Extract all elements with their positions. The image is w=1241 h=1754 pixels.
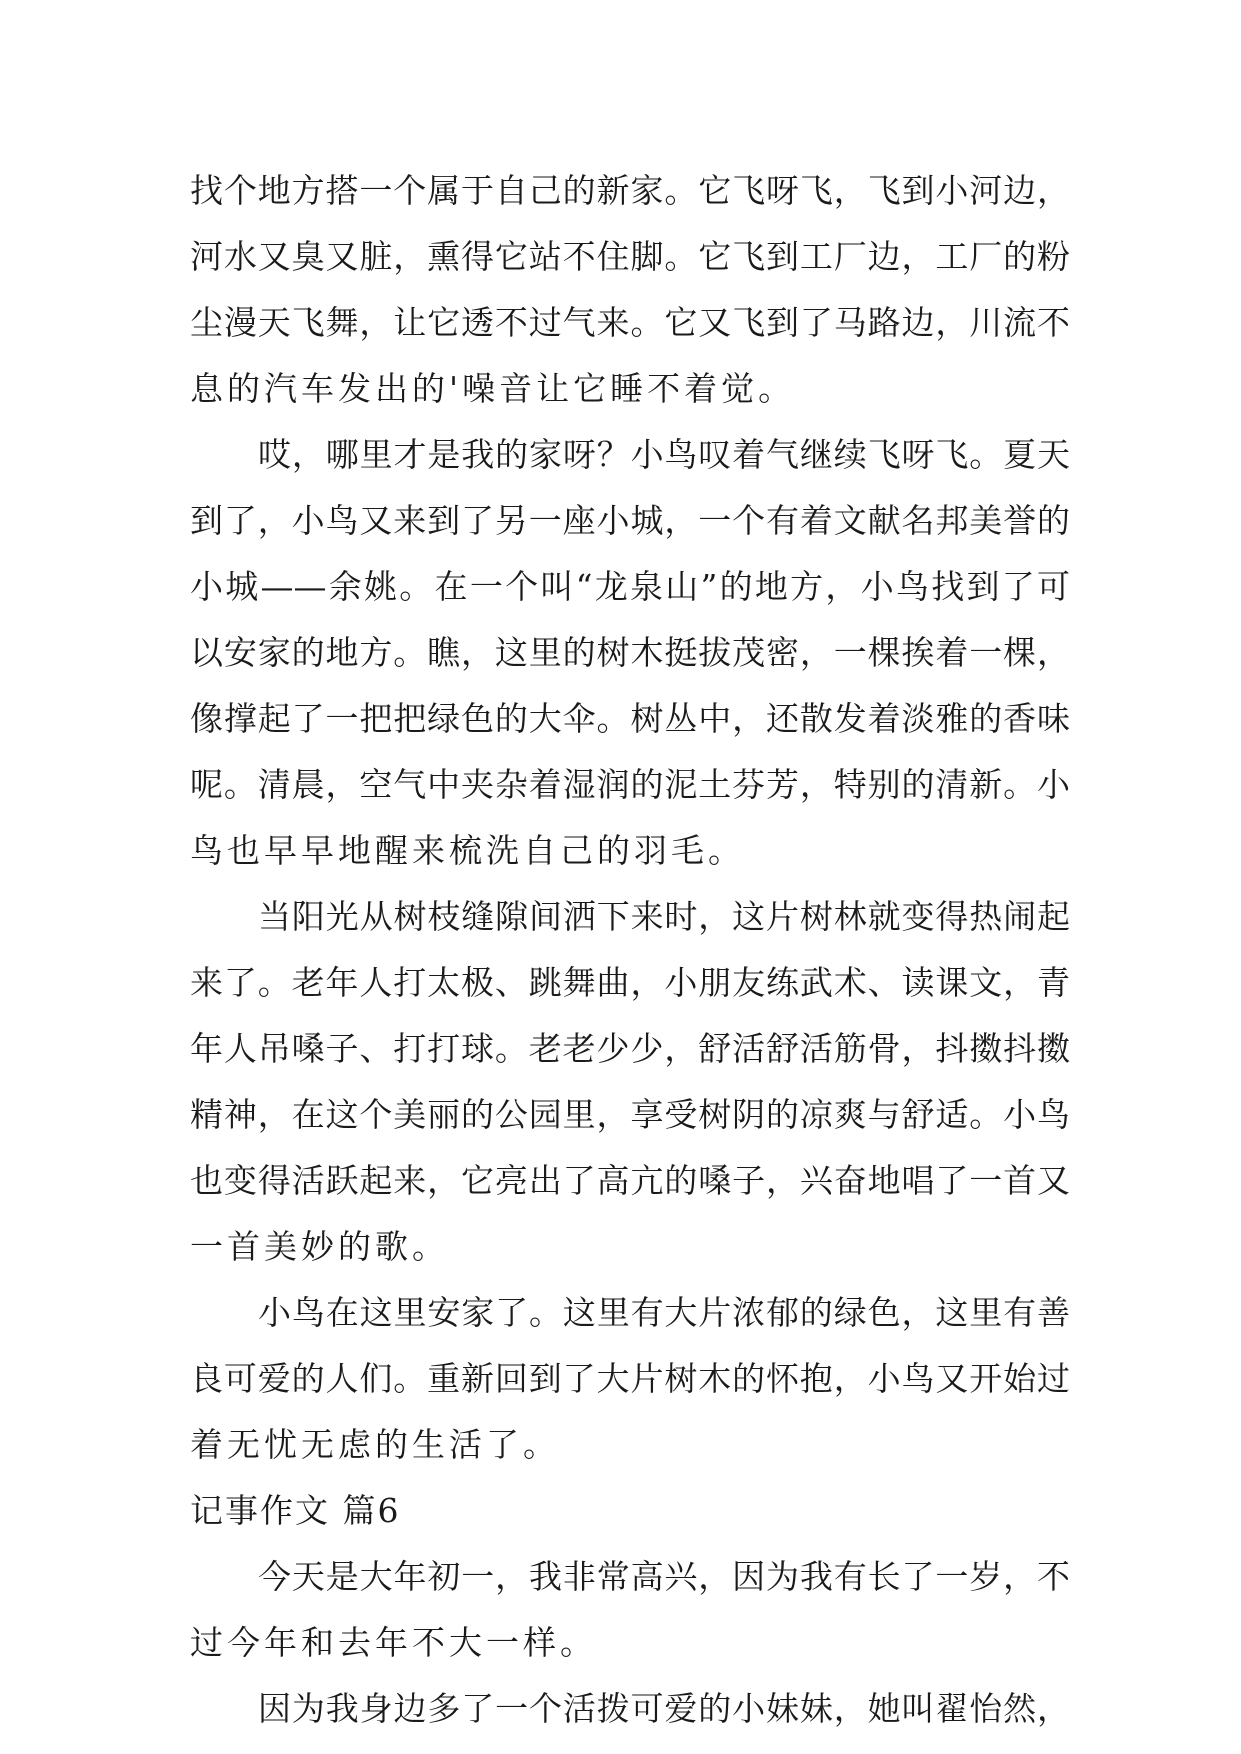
text-line: 呢。清晨，空气中夹杂着湿润的泥土芬芳，特别的清新。小 [190, 765, 1070, 804]
text-line: 年人吊嗓子、打打球。老老少少，舒活舒活筋骨，抖擞抖擞 [190, 1029, 1070, 1068]
text-line: 息的汽车发出的'噪音让它睡不着觉。 [190, 369, 796, 408]
text-line: 以安家的地方。瞧，这里的树木挺拔茂密，一棵挨着一棵， [190, 633, 1070, 672]
text-line: 当阳光从树枝缝隙间洒下来时，这片树林就变得热闹起 [258, 897, 1070, 936]
essay-text [190, 158, 1070, 1742]
text-line: 今天是大年初一，我非常高兴，因为我有长了一岁，不 [258, 1557, 1070, 1596]
text-line: 到了，小鸟又来到了另一座小城，一个有着文献名邦美誉的 [190, 501, 1070, 540]
section-heading: 记事作文 篇6 [190, 1491, 401, 1530]
text-line: 像撑起了一把把绿色的大伞。树丛中，还散发着淡雅的香味 [190, 699, 1070, 738]
text-line: 哎，哪里才是我的家呀？小鸟叹着气继续飞呀飞。夏天 [258, 435, 1070, 474]
text-line: 小鸟在这里安家了。这里有大片浓郁的绿色，这里有善 [258, 1293, 1070, 1332]
text-line: 过今年和去年不大一样。 [190, 1623, 597, 1662]
text-line: 鸟也早早地醒来梳洗自己的羽毛。 [190, 831, 745, 870]
text-line: 小城——余姚。在一个叫“龙泉山”的地方，小鸟找到了可 [190, 567, 1070, 606]
text-line: 来了。老年人打太极、跳舞曲，小朋友练武术、读课文，青 [190, 963, 1070, 1002]
text-line: 着无忧无虑的生活了。 [190, 1425, 560, 1464]
text-line: 一首美妙的歌。 [190, 1227, 449, 1266]
text-line: 精神，在这个美丽的公园里，享受树阴的凉爽与舒适。小鸟 [190, 1095, 1070, 1134]
text-line: 找个地方搭一个属于自己的新家。它飞呀飞，飞到小河边， [190, 171, 1070, 210]
text-line: 河水又臭又脏，熏得它站不住脚。它飞到工厂边，工厂的粉 [190, 237, 1070, 276]
text-line: 良可爱的人们。重新回到了大片树木的怀抱，小鸟又开始过 [190, 1359, 1070, 1398]
text-line: 尘漫天飞舞，让它透不过气来。它又飞到了马路边，川流不 [190, 303, 1070, 342]
text-line: 因为我身边多了一个活拨可爱的小妹妹，她叫翟怡然， [258, 1689, 1070, 1728]
text-line: 也变得活跃起来，它亮出了高亢的嗓子，兴奋地唱了一首又 [190, 1161, 1070, 1200]
